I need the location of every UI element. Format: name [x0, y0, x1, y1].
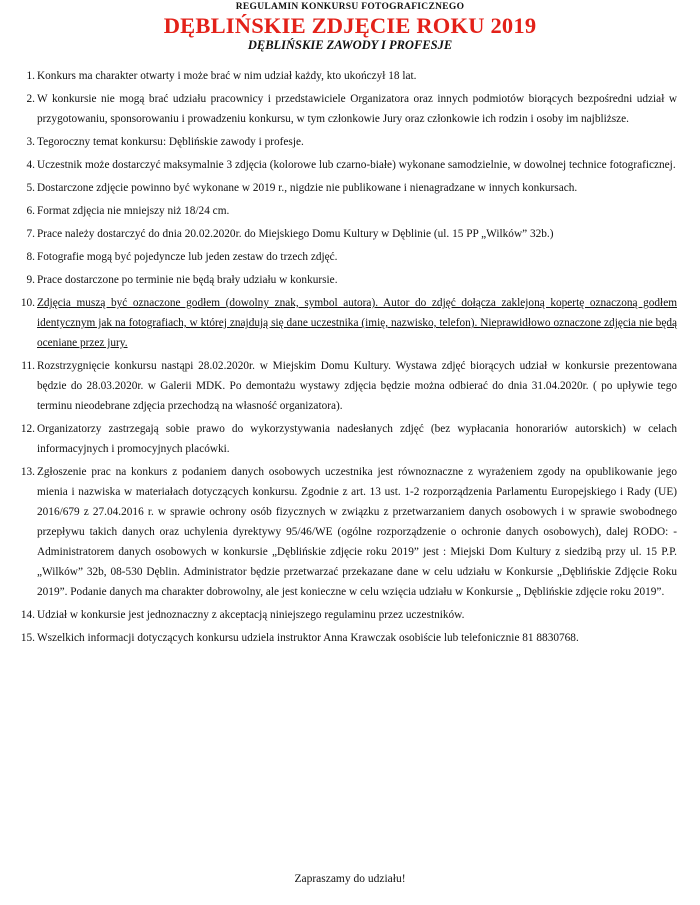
rule-text: Rozstrzygnięcie konkursu nastąpi 28.02.2020r. w Miejskim Domu Kultury. Wystawa zdjęć biorących udział w konkursie prezentowana będzie do 28.03.2020r. w Galerii MDK. Po demontażu wystawy zdjęcia będzie można odbierać do dnia 31.04.2020r. ( po upływie tego terminu nieodebrane zdjęcia przechodzą na własność organizatora).	[37, 360, 677, 412]
rule-item	[0, 419, 700, 459]
rule-item	[0, 270, 700, 290]
rule-item	[0, 132, 700, 152]
rule-number: 4.	[26, 159, 35, 171]
rule-text: Prace dostarczone po terminie nie będą brały udziału w konkursie.	[37, 274, 338, 286]
rule-number: 8.	[26, 251, 35, 263]
rule-number: 11.	[21, 360, 35, 372]
rule-number: 1.	[26, 70, 35, 82]
closing-invitation: Zapraszamy do udziału!	[294, 873, 406, 885]
rule-item	[0, 462, 700, 602]
rule-text: Organizatorzy zastrzegają sobie prawo do wykorzystywania nadesłanych zdjęć (bez wypłacania honorariów autorskich) w celach informacyjnych i promocyjnych placówki.	[37, 423, 677, 455]
rule-item	[0, 66, 700, 86]
document-subtitle: DĘBLIŃSKIE ZAWODY I PROFESJE	[247, 38, 453, 52]
rule-number: 9.	[26, 274, 35, 286]
rule-number: 7.	[26, 228, 35, 240]
document-header	[0, 1, 700, 53]
rule-number: 12.	[20, 423, 35, 435]
rules-list	[0, 66, 700, 651]
rule-text: Wszelkich informacji dotyczących konkursu udziela instruktor Anna Krawczak osobiście lub telefonicznie 81 8830768.	[37, 632, 579, 644]
document-title: DĘBLIŃSKIE ZDJĘCIE ROKU 2019	[163, 13, 537, 38]
rule-text: Uczestnik może dostarczyć maksymalnie 3 zdjęcia (kolorowe lub czarno-białe) wykonane samodzielnie, w dowolnej technice fotograficznej.	[37, 159, 676, 171]
rule-number: 13.	[20, 466, 35, 478]
rule-number: 14.	[20, 609, 35, 621]
rule-item	[0, 89, 700, 129]
rule-item	[0, 224, 700, 244]
rule-number: 6.	[26, 205, 35, 217]
rule-text: Prace należy dostarczyć do dnia 20.02.2020r. do Miejskiego Domu Kultury w Dęblinie (ul. 15 PP „Wilków” 32b.)	[37, 228, 554, 240]
rule-text: Dostarczone zdjęcie powinno być wykonane w 2019 r., nigdzie nie publikowane i nienagradzane w innych konkursach.	[37, 182, 578, 194]
rule-item	[0, 628, 700, 648]
document-supertitle: REGULAMIN KONKURSU FOTOGRAFICZNEGO	[235, 2, 465, 12]
rule-number: 5.	[26, 182, 35, 194]
rule-item	[0, 293, 700, 353]
rule-item	[0, 247, 700, 267]
rule-text: Format zdjęcia nie mniejszy niż 18/24 cm.	[37, 205, 230, 217]
rule-number: 10.	[20, 297, 35, 309]
rule-item	[0, 178, 700, 198]
rule-item	[0, 356, 700, 416]
rule-item	[0, 201, 700, 221]
rule-number: 2.	[26, 93, 35, 105]
rule-text: Zgłoszenie prac na konkurs z podaniem danych osobowych uczestnika jest równoznaczne z wyrażeniem zgody na opublikowanie jego mienia i nazwiska w materiałach dotyczących konkursu. Zgodnie z art. 13 ust. 1-2 rozporządzenia Parlamentu Europejskiego i Rady (UE) 2016/679 z 27.04.2016 r. w sprawie ochrony osób fizycznych w związku z przetwarzaniem danych osobowych i w sprawie swobodnego przepływu takich danych oraz uchylenia dyrektywy 95/46/WE (ogólne rozporządzenie o ochronie danych osobowych), dalej RODO: - Administratorem danych osobowych w konkursie „Dęblińskie zdjęcie roku 2019” jest : Miejski Dom Kultury z siedzibą przy ul. 15 P.P. „Wilków” 32b, 08-530 Dęblin. Administrator będzie przetwarzać przekazane dane w celu udziału w Konkursie „Dęblińskie Zdjęcie Roku 2019”. Podanie danych ma charakter dobrowolny, ale jest konieczne w celu wzięcia udziału w Konkursie „ Dęblińskie zdjęcie roku 2019”.	[37, 466, 677, 598]
rule-number: 3.	[26, 136, 35, 148]
rule-text-underlined: Zdjęcia muszą być oznaczone godłem (dowolny znak, symbol autora). Autor do zdjęć dołącza zaklejoną kopertę oznaczoną godłem identycznym jak na fotografiach, w której znajdują się dane uczestnika (imię, nazwisko, telefon). Nieprawidłowo oznaczone zdjęcia nie będą oceniane przez jury.	[37, 297, 677, 349]
rule-text: Fotografie mogą być pojedyncze lub jeden zestaw do trzech zdjęć.	[37, 251, 338, 263]
rule-item	[0, 605, 700, 625]
rule-text: W konkursie nie mogą brać udziału pracownicy i przedstawiciele Organizatora oraz innych podmiotów biorących bezpośredni udział w przygotowaniu, sponsorowaniu i prowadzeniu konkursu, w tym członkowie Jury oraz członkowie ich rodzin i osoby im najbliższe.	[37, 93, 677, 125]
rule-item	[0, 155, 700, 175]
rule-text: Konkurs ma charakter otwarty i może brać w nim udział każdy, kto ukończył 18 lat.	[37, 70, 417, 82]
rule-text: Tegoroczny temat konkursu: Dęblińskie zawody i profesje.	[37, 136, 304, 148]
rule-number: 15.	[20, 632, 35, 644]
rule-text: Udział w konkursie jest jednoznaczny z akceptacją niniejszego regulaminu przez uczestników.	[37, 609, 465, 621]
